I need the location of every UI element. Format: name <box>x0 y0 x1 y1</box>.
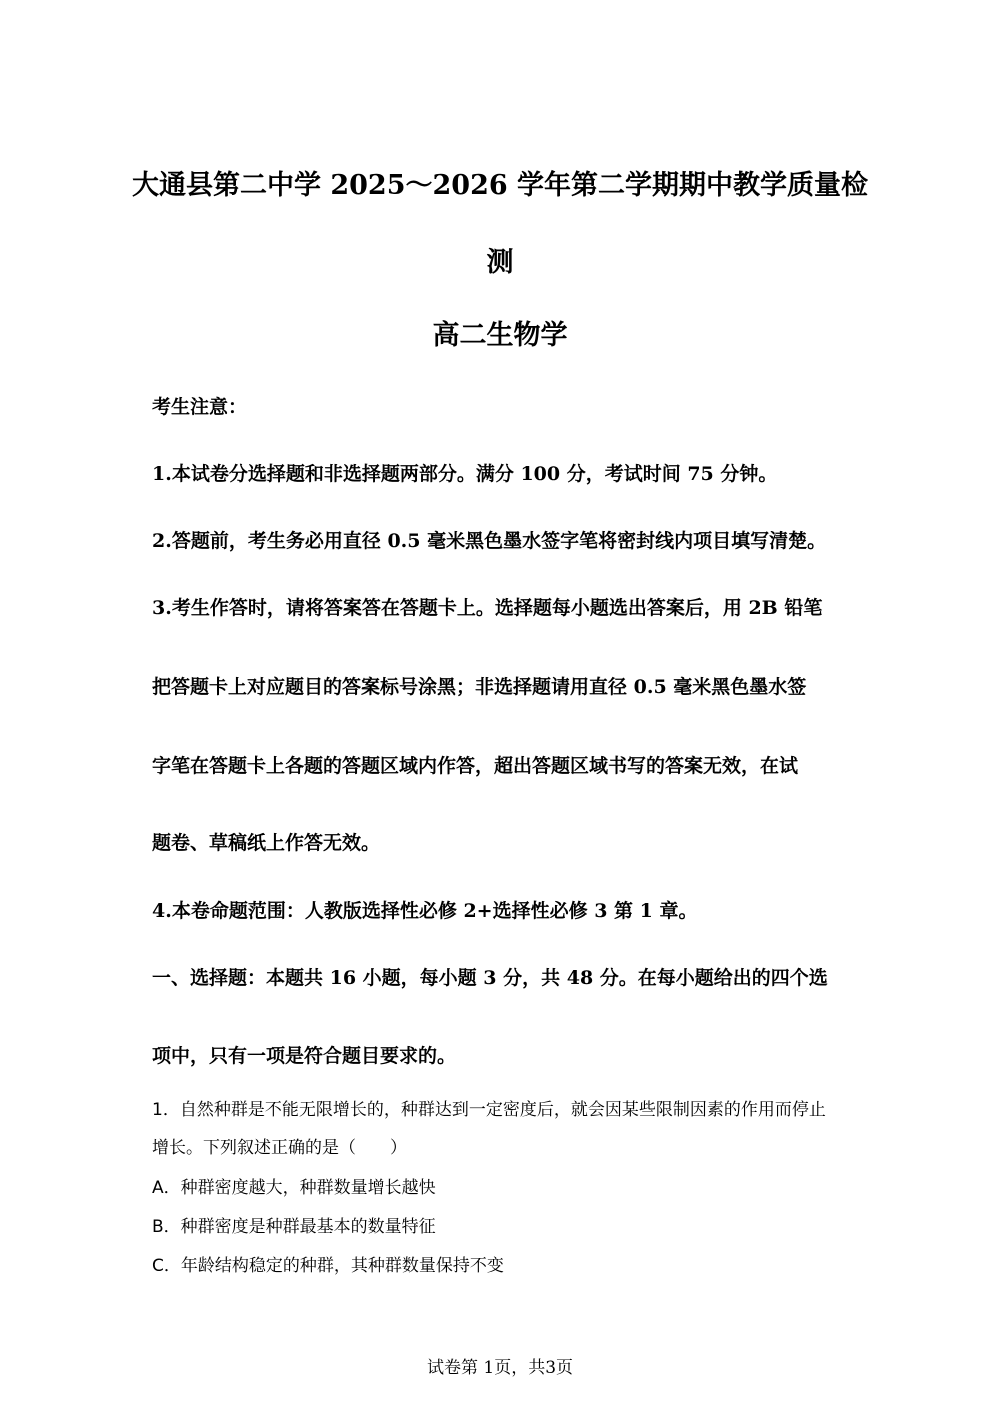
section-heading-line2: 项中，只有一项是符合题目要求的。 <box>152 1045 457 1067</box>
question-1-option-c: C．年龄结构稳定的种群，其种群数量保持不变 <box>152 1256 504 1276</box>
question-1-stem-line2: 增长。下列叙述正确的是（ ） <box>152 1138 407 1158</box>
subject-title: 高二生物学 <box>432 320 568 351</box>
page-footer: 试卷第 1页，共3页 <box>426 1358 574 1378</box>
section-heading-line1: 一、选择题：本题共 16 小题，每小题 3 分，共 48 分。在每小题给出的四个选 <box>152 967 828 989</box>
question-1-option-a: A．种群密度越大，种群数量增长越快 <box>152 1178 436 1198</box>
notice-item-3-line3: 字笔在答题卡上各题的答题区域内作答，超出答题区域书写的答案无效，在试 <box>152 755 799 777</box>
notice-item-1: 1.本试卷分选择题和非选择题两部分。满分 100 分，考试时间 75 分钟。 <box>152 463 778 485</box>
notice-item-4: 4.本卷命题范围：人教版选择性必修 2+选择性必修 3 第 1 章。 <box>152 900 698 922</box>
notice-heading: 考生注意： <box>152 396 248 418</box>
notice-item-3-line2: 把答题卡上对应题目的答案标号涂黑；非选择题请用直径 0.5 毫米黑色墨水签 <box>152 676 807 698</box>
question-1-option-b: B．种群密度是种群最基本的数量特征 <box>152 1217 436 1237</box>
notice-item-2: 2.答题前，考生务必用直径 0.5 毫米黑色墨水签字笔将密封线内项目填写清楚。 <box>152 530 827 552</box>
exam-title-line2: 测 <box>486 247 514 278</box>
notice-item-3-line4: 题卷、草稿纸上作答无效。 <box>152 832 381 854</box>
question-1-stem-line1: 1．自然种群是不能无限增长的，种群达到一定密度后，就会因某些限制因素的作用而停止 <box>152 1100 826 1120</box>
exam-title-line1: 大通县第二中学 2025～2026 学年第二学期期中教学质量检 <box>131 170 869 201</box>
notice-item-3-line1: 3.考生作答时，请将答案答在答题卡上。选择题每小题选出答案后，用 2B 铅笔 <box>152 597 823 619</box>
